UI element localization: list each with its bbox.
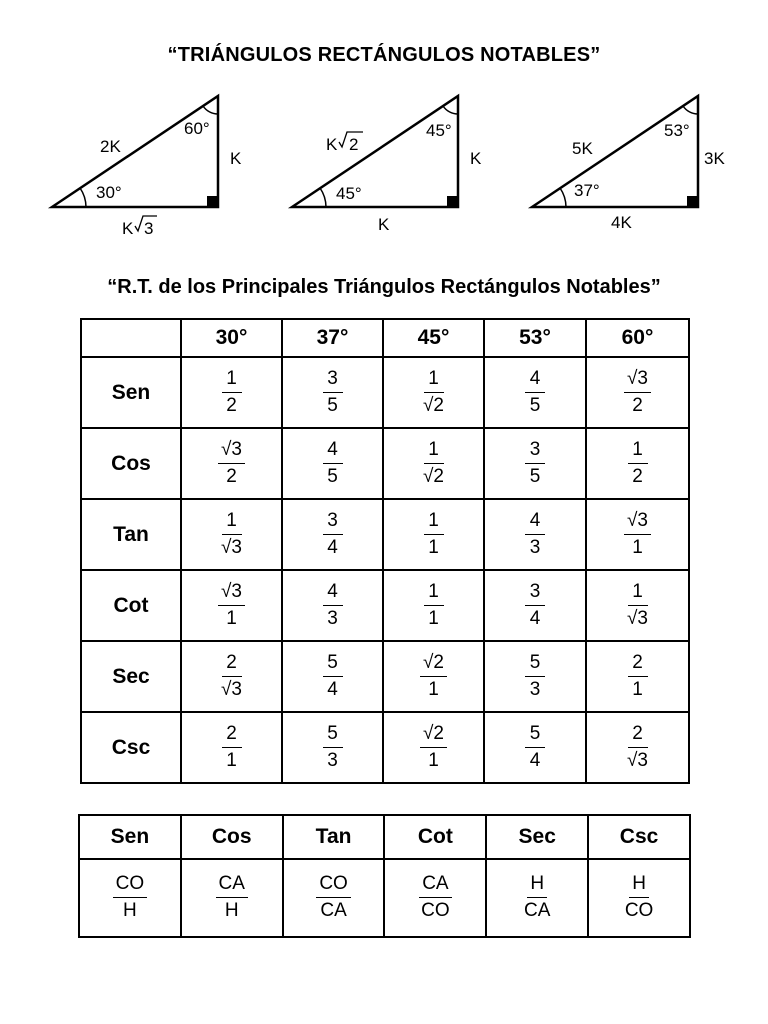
table-cell (282, 357, 383, 428)
denominator: √3 (221, 678, 242, 700)
table-cell (383, 357, 484, 428)
angle-arc (443, 106, 458, 114)
angle-arc (80, 188, 86, 207)
numerator: √3 (624, 511, 651, 535)
fraction (316, 874, 351, 922)
top-angle-label: 53° (664, 121, 690, 140)
fraction (525, 440, 545, 488)
fraction (622, 874, 657, 922)
denominator: 1 (428, 678, 439, 700)
definition-cell (283, 859, 385, 937)
definition-cell (588, 859, 690, 937)
numerator: 1 (424, 511, 444, 535)
fraction (424, 511, 444, 559)
angle-arc (203, 106, 218, 114)
fraction (624, 724, 651, 772)
table-cell (484, 499, 586, 570)
denominator: CO (624, 900, 654, 921)
table-cell (282, 641, 383, 712)
numerator: CA (216, 874, 248, 898)
header-60: 60° (586, 319, 689, 357)
table-cell (181, 570, 282, 641)
table-cell (484, 428, 586, 499)
fraction (323, 369, 343, 417)
numerator: 1 (424, 582, 444, 606)
numerator: 4 (525, 511, 545, 535)
numerator: 4 (323, 440, 343, 464)
denominator: √2 (423, 465, 444, 487)
table-cell (282, 499, 383, 570)
fraction (323, 440, 343, 488)
table-cell (282, 712, 383, 783)
denominator: √3 (627, 607, 648, 629)
fraction (222, 369, 242, 417)
table-row (81, 428, 689, 499)
numerator: 4 (525, 369, 545, 393)
numerator: CO (316, 874, 351, 898)
base-label: K (378, 215, 390, 234)
table-cell (383, 499, 484, 570)
fraction (525, 511, 545, 559)
bottom-angle-label: 45° (336, 184, 362, 203)
denominator: CO (421, 900, 450, 921)
numerator: H (527, 874, 547, 898)
right-angle-mark (687, 196, 698, 207)
numerator: √2 (420, 653, 447, 677)
table-title: “R.T. de los Principales Triángulos Rectángulos Notables” (107, 276, 661, 298)
header-53: 53° (484, 319, 586, 357)
fraction (222, 724, 242, 772)
right-angle-mark (207, 196, 218, 207)
definition-cell (181, 859, 283, 937)
definitions-row (79, 859, 690, 937)
table-row (81, 712, 689, 783)
fraction (525, 724, 545, 772)
table-row (81, 570, 689, 641)
numerator: 1 (424, 369, 444, 393)
denominator: √3 (221, 536, 242, 558)
numerator: √3 (218, 440, 245, 464)
hypotenuse-label: K (326, 135, 338, 154)
numerator: 5 (525, 724, 545, 748)
row-label: Sen (81, 357, 181, 428)
fraction (323, 511, 343, 559)
table-cell (181, 499, 282, 570)
fraction (216, 874, 248, 922)
hypotenuse-label: 5K (572, 139, 593, 158)
numerator: 5 (525, 653, 545, 677)
numerator: 2 (628, 724, 648, 748)
denominator: √3 (627, 749, 648, 771)
numerator: CA (419, 874, 451, 898)
right-side-label: K (470, 149, 482, 168)
table-cell (586, 641, 689, 712)
numerator: 5 (323, 653, 343, 677)
table-cell (282, 570, 383, 641)
numerator: 1 (222, 369, 242, 393)
numerator: 3 (525, 582, 545, 606)
denominator: 1 (428, 749, 439, 771)
row-label: Cos (81, 428, 181, 499)
numerator: 1 (424, 440, 444, 464)
denominator: 4 (529, 749, 541, 771)
definitions-header-row (79, 815, 690, 859)
numerator: 4 (323, 582, 343, 606)
fraction (420, 653, 447, 701)
fraction (218, 653, 245, 701)
def-header-cot: Cot (384, 815, 486, 859)
base-label: K (122, 219, 134, 238)
definition-cell (79, 859, 181, 937)
table-cell (282, 428, 383, 499)
fraction (323, 653, 343, 701)
table-cell (484, 357, 586, 428)
fraction (624, 582, 651, 630)
denominator: 2 (226, 394, 237, 416)
numerator: 3 (323, 511, 343, 535)
denominator: H (224, 900, 239, 921)
triangle-30-60 (52, 96, 242, 238)
row-label: Sec (81, 641, 181, 712)
right-side-label: 3K (704, 149, 725, 168)
table-row (81, 357, 689, 428)
denominator: 5 (529, 465, 541, 487)
fraction (624, 511, 651, 559)
denominator: H (123, 900, 137, 921)
table-cell (484, 570, 586, 641)
fraction (420, 369, 447, 417)
table-row (81, 641, 689, 712)
table-cell (586, 570, 689, 641)
def-header-cos: Cos (181, 815, 283, 859)
table-cell (484, 641, 586, 712)
denominator: 2 (632, 394, 643, 416)
triangle-45-45 (292, 96, 482, 234)
denominator: 5 (529, 394, 541, 416)
denominator: √2 (423, 394, 444, 416)
fraction (218, 440, 245, 488)
denominator: 1 (226, 607, 237, 629)
notable-triangles-diagram (0, 88, 768, 248)
table-cell (383, 641, 484, 712)
fraction (525, 582, 545, 630)
def-header-sen: Sen (79, 815, 181, 859)
denominator: 1 (632, 536, 643, 558)
numerator: 1 (222, 511, 242, 535)
fraction (323, 582, 343, 630)
denominator: 4 (327, 678, 338, 700)
table-cell (181, 428, 282, 499)
header-45: 45° (383, 319, 484, 357)
table-cell (181, 357, 282, 428)
base-label: 4K (611, 213, 632, 232)
base-root-label: 3 (144, 219, 154, 238)
denominator: CA (524, 900, 551, 921)
right-angle-mark (447, 196, 458, 207)
numerator: 3 (323, 369, 343, 393)
triangle-37-53 (532, 96, 725, 232)
top-angle-label: 45° (426, 121, 452, 140)
numerator: √2 (420, 724, 447, 748)
denominator: 1 (226, 749, 237, 771)
fraction (323, 724, 343, 772)
table-cell (586, 428, 689, 499)
hypotenuse-label: 2K (100, 137, 121, 156)
denominator: 4 (327, 536, 338, 558)
numerator: 2 (628, 653, 648, 677)
numerator: 3 (525, 440, 545, 464)
fraction (218, 511, 245, 559)
denominator: 1 (632, 678, 643, 700)
numerator: 1 (628, 440, 648, 464)
def-header-tan: Tan (283, 815, 385, 859)
angle-arc (683, 106, 698, 114)
numerator: H (629, 874, 649, 898)
table-header-row (81, 319, 689, 357)
fraction (218, 582, 245, 630)
bottom-angle-label: 37° (574, 181, 600, 200)
table-cell (383, 428, 484, 499)
header-37: 37° (282, 319, 383, 357)
definition-cell (486, 859, 588, 937)
denominator: CA (320, 900, 347, 921)
def-header-sec: Sec (486, 815, 588, 859)
denominator: 3 (529, 536, 541, 558)
denominator: 4 (529, 607, 541, 629)
denominator: 3 (327, 607, 338, 629)
denominator: 1 (428, 607, 439, 629)
table-cell (181, 712, 282, 783)
denominator: 2 (226, 465, 237, 487)
angle-arc (560, 188, 566, 207)
def-header-csc: Csc (588, 815, 690, 859)
fraction (624, 369, 651, 417)
fraction (420, 440, 447, 488)
numerator: √3 (624, 369, 651, 393)
fraction (628, 440, 648, 488)
table-row (81, 499, 689, 570)
bottom-angle-label: 30° (96, 183, 122, 202)
fraction (521, 874, 553, 922)
fraction (628, 653, 648, 701)
numerator: CO (113, 874, 148, 898)
table-cell (383, 712, 484, 783)
table-cell (383, 570, 484, 641)
trig-definitions-table (78, 814, 691, 938)
definition-cell (384, 859, 486, 937)
fraction (525, 653, 545, 701)
table-cell (586, 499, 689, 570)
header-empty (81, 319, 181, 357)
fraction (424, 582, 444, 630)
table-cell (484, 712, 586, 783)
right-side-label: K (230, 149, 242, 168)
fraction (113, 874, 148, 922)
row-label: Csc (81, 712, 181, 783)
denominator: 5 (327, 465, 338, 487)
numerator: 2 (222, 724, 242, 748)
hypotenuse-root-label: 2 (349, 135, 359, 154)
fraction (418, 874, 453, 922)
denominator: 3 (327, 749, 338, 771)
numerator: 1 (628, 582, 648, 606)
fraction (525, 369, 545, 417)
numerator: √3 (218, 582, 245, 606)
angle-arc (320, 188, 326, 207)
denominator: 2 (632, 465, 643, 487)
denominator: 5 (327, 394, 338, 416)
page-title: “TRIÁNGULOS RECTÁNGULOS NOTABLES” (167, 44, 601, 66)
table-cell (586, 712, 689, 783)
trig-ratios-table (80, 318, 690, 784)
row-label: Cot (81, 570, 181, 641)
denominator: 1 (428, 536, 439, 558)
header-30: 30° (181, 319, 282, 357)
table-cell (586, 357, 689, 428)
fraction (420, 724, 447, 772)
denominator: 3 (529, 678, 541, 700)
numerator: 5 (323, 724, 343, 748)
top-angle-label: 60° (184, 119, 210, 138)
numerator: 2 (222, 653, 242, 677)
row-label: Tan (81, 499, 181, 570)
table-cell (181, 641, 282, 712)
